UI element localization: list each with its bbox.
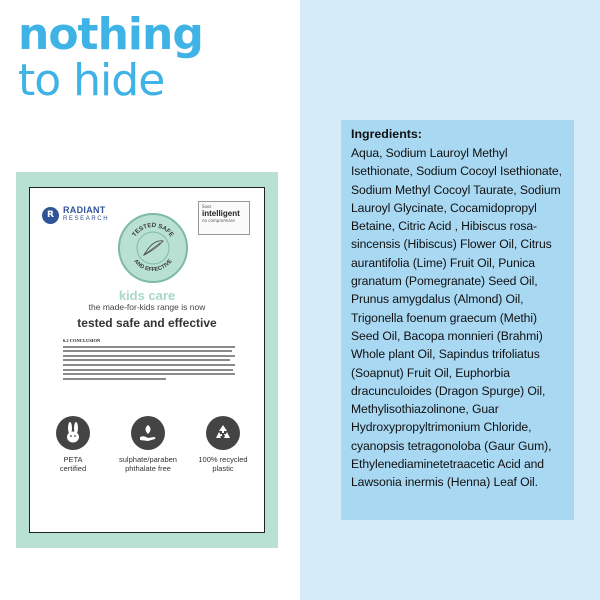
radiant-research-logo (42, 206, 109, 224)
feature-label: sulphate/paraben phthalate free (119, 455, 177, 473)
seal-top-text: TESTED SAFE (130, 221, 176, 239)
feature-peta (38, 416, 108, 473)
brand-small: Soos (202, 204, 212, 209)
recycle-icon (206, 416, 240, 450)
paragraph-heading: 6.2 CONCLUSION (63, 338, 101, 343)
logo-name: RADIANT (63, 205, 106, 215)
kids-care-title: kids care (118, 288, 176, 303)
ingredients-list: Aqua, Sodium Lauroyl Methyl Isethionate, Sodium Cocoyl Isethionate, Sodium Methyl Cocoyl Taurate, Sodium Lauroyl Glycinate, Cocamidopropyl Betaine, Citric Acid , Hibiscus rosa-sincensis (Hibiscus) Flower Oil, Citrus aurantifolia (Lime) Fruit Oil, Punica granatum (Pomegranate) Seed Oil, Prunus amygdalus (Almond) Oil, Trigonella foenum graecum (Methi) Seed Oil, Bacopa monnieri (Brahmi) Whole plant Oil, Sapindus trifoliatus (Soapnut) Fruit Oil, Euphorbia dracunculoides (Dragon Spurge) Oil, Methylisothiazolinone, Guar Hydroxypropyltrimonium Chloride, cyanopsis tetragonoloba (Gaur Gum), Ethylenediaminetetraacetic Acid and Lawsonia inermis (Henna) Leaf Oil. (351, 146, 562, 490)
tested-safe-heading: tested safe and effective (77, 316, 217, 330)
tested-safe-seal (118, 213, 188, 283)
ingredients-title: Ingredients: (351, 127, 422, 141)
brand-name: intelligent (202, 209, 240, 218)
hand-leaf-icon (131, 416, 165, 450)
text-line (63, 369, 233, 371)
report-paragraph (63, 338, 235, 382)
feature-label: PETA certified (59, 455, 87, 473)
feature-icons (38, 416, 258, 473)
svg-text:TESTED SAFE (131, 222, 175, 238)
feature-sulphate-free (113, 416, 183, 473)
headline-line-2: to hide (18, 55, 165, 106)
text-line (63, 373, 235, 375)
feature-recycled (188, 416, 258, 473)
report-card (29, 187, 265, 533)
feature-label: 100% recycled plastic (198, 455, 248, 473)
text-line (63, 359, 230, 361)
logo-sub: RESEARCH (63, 216, 110, 222)
brand-badge (198, 201, 250, 235)
text-line (63, 364, 235, 366)
text-line (63, 346, 235, 348)
headline (18, 9, 203, 106)
svg-text:AND EFFECTIVE (132, 258, 173, 273)
leaf-icon (144, 241, 163, 255)
headline-line-1: nothing (18, 9, 203, 60)
bunny-icon (56, 416, 90, 450)
logo-mark-icon: R (42, 207, 59, 224)
text-line (63, 378, 166, 380)
text-line (63, 355, 235, 357)
seal-bottom-text: AND EFFECTIVE (132, 258, 174, 274)
text-line (63, 350, 232, 352)
made-for-kids-text: the made-for-kids range is now (88, 302, 206, 312)
brand-tag: no compromises (202, 218, 235, 223)
ingredients-box (341, 120, 574, 520)
